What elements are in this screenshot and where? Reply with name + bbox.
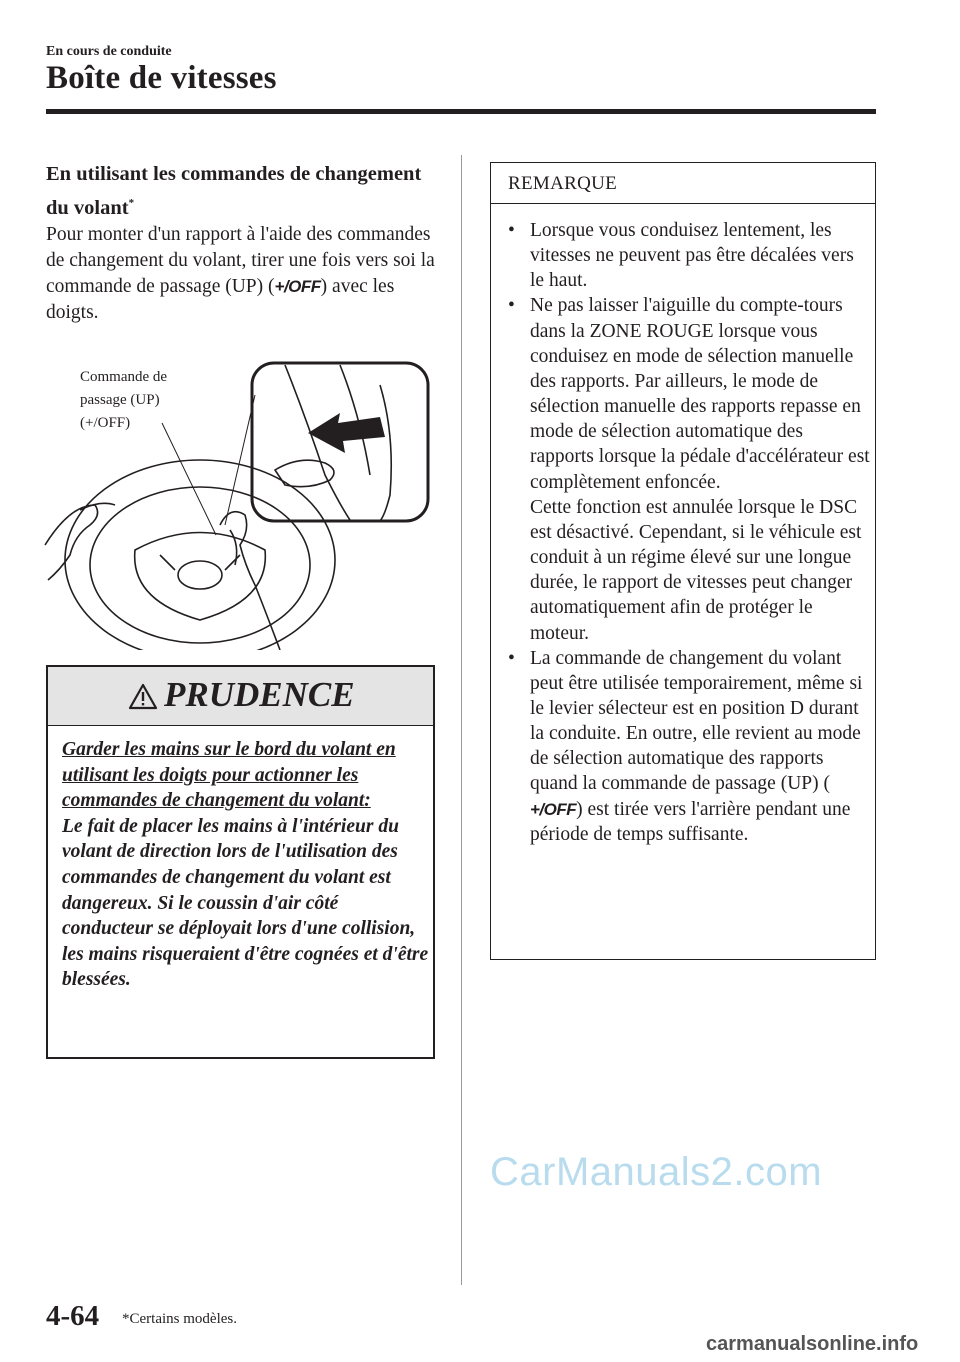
callout-line-1: Commande de bbox=[80, 369, 168, 385]
subheading bbox=[46, 160, 446, 223]
prudence-text: Le fait de placer les mains à l'intérieur du volant de direction lors de l'utilisation des commandes de changement du volant est dangereux. Si le coussin d'air côté conducteur se déployait lors d'une collision, les mains risqueraient d'être cognées et d'être blessées. bbox=[62, 815, 429, 991]
note-title: REMARQUE bbox=[508, 173, 618, 194]
prudence-underlined-text: Garder les mains sur le bord du volant en utilisant les doigts pour actionner les commandes de changement du volant: bbox=[62, 739, 396, 812]
note-item-text: Ne pas laisser l'aiguille du compte-tours dans la ZONE ROUGE lorsque vous conduisez en mode de sélection manuelle des rapports. Par ailleurs, le mode de sélection manuelle des rapports repasse en mode de sélection automatique des rapports lorsque la pédale d'accélérateur est complètement enfoncée. bbox=[530, 295, 870, 493]
bullet-icon: • bbox=[508, 647, 515, 669]
note-item-text: Lorsque vous conduisez lentement, les vitesses ne peuvent pas être décalées vers le haut. bbox=[530, 220, 854, 292]
title-rule bbox=[46, 109, 876, 114]
note-item-text: Cette fonction est annulée lorsque le DSC est désactivé. Cependant, si le véhicule est conduit à un régime élevé sur une longue durée, le rapport de vitesses peut changer automatiquement afin de protéger le moteur. bbox=[530, 496, 862, 644]
note-box bbox=[490, 162, 876, 960]
section-header: En cours de conduite bbox=[46, 44, 172, 59]
note-item-text: La commande de changement du volant peut être utilisée temporairement, même si le levier sélecteur est en position D durant la conduite. En outre, elle revient au mode de sélection automatique des rapports quand la commande de passage (UP) ( bbox=[530, 647, 863, 795]
intro-paragraph bbox=[46, 222, 446, 326]
bullet-icon: • bbox=[508, 220, 515, 241]
off-badge: +/OFF bbox=[530, 799, 577, 819]
watermark-logo: CarManuals2.com bbox=[490, 1150, 823, 1194]
footnote-mark: * bbox=[128, 197, 135, 209]
watermark-url: carmanualsonline.info bbox=[706, 1333, 919, 1355]
prudence-box bbox=[46, 665, 435, 1059]
column-divider bbox=[461, 155, 462, 1285]
note-item-text: ) est tirée vers l'arrière pendant une période de temps suffisante. bbox=[530, 798, 851, 845]
intro-text-2: ) avec les doigts. bbox=[46, 276, 395, 323]
warning-triangle-icon bbox=[128, 683, 158, 710]
list-item bbox=[503, 218, 871, 293]
list-item bbox=[503, 646, 871, 847]
callout-label bbox=[80, 366, 167, 435]
pull-arrow-icon bbox=[308, 413, 385, 453]
prudence-body bbox=[62, 737, 432, 993]
prudence-title: PRUDENCE bbox=[164, 675, 355, 714]
prudence-header bbox=[48, 667, 433, 726]
footnote: *Certains modèles. bbox=[122, 1311, 237, 1327]
bullet-icon: • bbox=[508, 295, 515, 317]
page-title: Boîte de vitesses bbox=[46, 60, 277, 96]
page-number: 4-64 bbox=[46, 1300, 100, 1332]
subheading-text: En utilisant les commandes de changement du volant bbox=[46, 163, 422, 219]
note-list bbox=[503, 218, 871, 847]
callout-leader bbox=[162, 423, 216, 535]
callout-line-2: passage (UP) bbox=[80, 392, 160, 408]
off-badge: +/OFF bbox=[274, 277, 321, 296]
wheel-rim bbox=[65, 460, 335, 650]
note-divider bbox=[491, 203, 875, 204]
callout-line-3: (+/OFF) bbox=[80, 415, 131, 431]
list-item bbox=[503, 293, 871, 645]
intro-text-1: Pour monter d'un rapport à l'aide des commandes de changement du volant, tirer une fois vers soi la commande de passage (UP) ( bbox=[46, 224, 435, 297]
